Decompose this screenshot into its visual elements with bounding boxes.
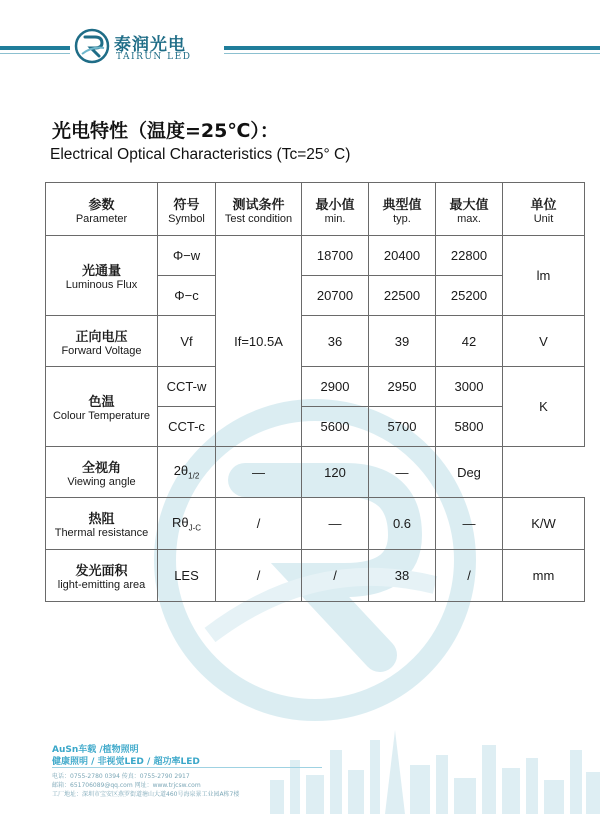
- unit-cell: Deg: [436, 447, 503, 498]
- header-parameter: 参数 Parameter: [46, 183, 158, 236]
- section-title-en: Electrical Optical Characteristics (Tc=25° C): [50, 146, 351, 163]
- unit-cell: K: [503, 367, 585, 447]
- table-row: [46, 447, 585, 498]
- header-unit: 单位 Unit: [503, 183, 585, 236]
- test-condition-cell: /: [216, 550, 302, 602]
- max-cell: —: [436, 498, 503, 550]
- symbol-cell: CCT-c: [158, 407, 216, 447]
- param-viewing-angle: 全视角 Viewing angle: [46, 447, 158, 498]
- table-row: [46, 498, 585, 550]
- min-cell: 20700: [302, 276, 369, 316]
- symbol-cell: Vf: [158, 316, 216, 367]
- min-cell: 5600: [302, 407, 369, 447]
- param-colour-temperature: 色温 Colour Temperature: [46, 367, 158, 447]
- max-cell: 42: [436, 316, 503, 367]
- min-cell: —: [302, 498, 369, 550]
- max-cell: /: [436, 550, 503, 602]
- typ-cell: 39: [369, 316, 436, 367]
- symbol-cell: CCT-w: [158, 367, 216, 407]
- footer-brand-line-1: AuSn车载 /植物照明: [52, 745, 139, 755]
- test-condition-cell: If=10.5A: [216, 236, 302, 447]
- min-cell: 36: [302, 316, 369, 367]
- logo-r-icon: [74, 28, 110, 64]
- symbol-cell: $2\theta_{1/2}$: [158, 447, 216, 498]
- table-row: [46, 236, 585, 276]
- max-cell: 5800: [436, 407, 503, 447]
- typ-cell: 5700: [369, 407, 436, 447]
- max-cell: 22800: [436, 236, 503, 276]
- header-test-condition: 测试条件 Test condition: [216, 183, 302, 236]
- typ-cell: 20400: [369, 236, 436, 276]
- header-typ: 典型值 typ.: [369, 183, 436, 236]
- footer-contact-address: 工厂地址：深圳市宝安区燕罗街道塘山大道460号海泉景工业园A栋7楼: [52, 791, 240, 798]
- table-row: [46, 367, 585, 407]
- footer-rule: [52, 767, 322, 768]
- param-light-emitting-area: 发光面积 light-emitting area: [46, 550, 158, 602]
- page-header: [0, 0, 600, 80]
- brand-name-cn: 泰润光电: [114, 35, 186, 55]
- company-logo: [70, 24, 224, 70]
- unit-cell: lm: [503, 236, 585, 316]
- min-cell: —: [216, 447, 302, 498]
- typ-cell: 38: [369, 550, 436, 602]
- footer-contact-email: 邮箱：651706089@qq.com 网址：www.trjcsw.com: [52, 782, 201, 789]
- symbol-cell: $R\theta_{J-C}$: [158, 498, 216, 550]
- table-header-row: [46, 183, 585, 236]
- table-row: [46, 550, 585, 602]
- typ-cell: 0.6: [369, 498, 436, 550]
- unit-cell: mm: [503, 550, 585, 602]
- footer-brand-line-2: 健康照明 / 非视觉LED / 超功率LED: [52, 757, 200, 767]
- symbol-cell: LES: [158, 550, 216, 602]
- table-row: [46, 316, 585, 367]
- typ-cell: 22500: [369, 276, 436, 316]
- section-title-cn: 光电特性（温度=25℃）：: [52, 120, 279, 142]
- optical-characteristics-table: [45, 182, 585, 602]
- header-min: 最小值 min.: [302, 183, 369, 236]
- min-cell: /: [302, 550, 369, 602]
- page-footer: [0, 720, 600, 814]
- symbol-cell: Φ−c: [158, 276, 216, 316]
- unit-cell: K/W: [503, 498, 585, 550]
- brand-name-en: TAIRUN LED: [116, 52, 192, 62]
- param-forward-voltage: 正向电压 Forward Voltage: [46, 316, 158, 367]
- unit-cell: V: [503, 316, 585, 367]
- test-condition-cell: /: [216, 498, 302, 550]
- typ-cell: 120: [302, 447, 369, 498]
- min-cell: 2900: [302, 367, 369, 407]
- param-thermal-resistance: 热阻 Thermal resistance: [46, 498, 158, 550]
- footer-contact-phone: 电话：0755-2780 0394 传真：0755-2790 2917: [52, 773, 190, 780]
- max-cell: 25200: [436, 276, 503, 316]
- symbol-cell: Φ−w: [158, 236, 216, 276]
- param-luminous-flux: 光通量 Luminous Flux: [46, 236, 158, 316]
- header-symbol: 符号 Symbol: [158, 183, 216, 236]
- max-cell: 3000: [436, 367, 503, 407]
- header-max: 最大值 max.: [436, 183, 503, 236]
- typ-cell: 2950: [369, 367, 436, 407]
- min-cell: 18700: [302, 236, 369, 276]
- max-cell: —: [369, 447, 436, 498]
